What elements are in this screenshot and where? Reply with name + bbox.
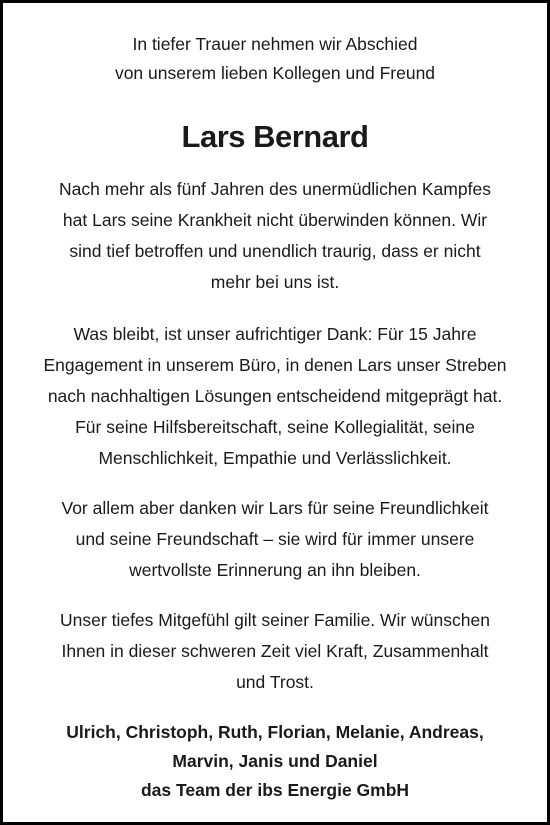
paragraph-condolence (3, 605, 547, 698)
text-line: nach nachhaltigen Lösungen entscheidend mitgeprägt hat. (47, 386, 503, 406)
paragraph-gratitude (3, 319, 547, 474)
signers-block (3, 718, 547, 805)
text-line: Menschlichkeit, Empathie und Verlässlichkeit. (98, 448, 452, 468)
text-line: Vor allem aber danken wir Lars für seine Freundlichkeit (61, 498, 489, 518)
text-line: mehr bei uns ist. (210, 272, 340, 292)
company-signature: das Team der ibs Energie GmbH (140, 780, 410, 800)
text-line: Was bleibt, ist unser aufrichtiger Dank: Für 15 Jahre (73, 324, 477, 344)
text-line: und seine Freundschaft – sie wird für immer unsere (75, 529, 475, 549)
text-line: hat Lars seine Krankheit nicht überwinden können. Wir (62, 210, 488, 230)
paragraph-friendship (3, 493, 547, 586)
text-line: Ihnen in dieser schweren Zeit viel Kraft, Zusammenhalt (61, 641, 489, 661)
intro-text (3, 30, 547, 88)
text-line: Engagement in unserem Büro, in denen Lars unser Streben (43, 355, 507, 375)
deceased-name: Lars Bernard (181, 119, 369, 154)
text-line: und Trost. (236, 672, 314, 692)
text-line: wertvollste Erinnerung an ihn bleiben. (129, 560, 421, 580)
text-line: Nach mehr als fünf Jahren des unermüdlichen Kampfes (59, 179, 491, 199)
text-line: sind tief betroffen und unendlich traurig, dass er nicht (69, 241, 481, 261)
text-line: Unser tiefes Mitgefühl gilt seiner Familie. Wir wünschen (60, 610, 490, 630)
paragraph-illness (3, 174, 547, 298)
text-line: Für seine Hilfsbereitschaft, seine Kollegialität, seine (75, 417, 475, 437)
signers-line: Ulrich, Christoph, Ruth, Florian, Melanie, Andreas, (66, 722, 484, 742)
intro-line: In tiefer Trauer nehmen wir Abschied (132, 34, 418, 54)
signers-line: Marvin, Janis und Daniel (172, 751, 378, 771)
intro-line: von unserem lieben Kollegen und Freund (114, 63, 436, 83)
